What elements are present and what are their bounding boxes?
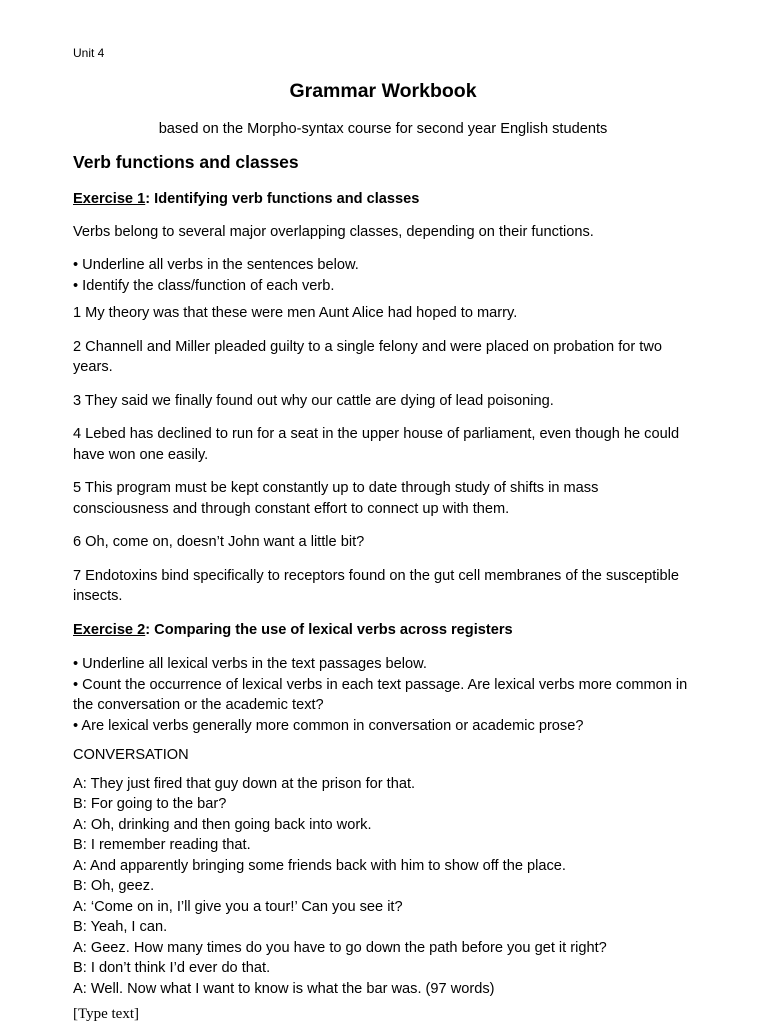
sentence-item: 2 Channell and Miller pleaded guilty to a single felony and were placed on probation for two years. xyxy=(73,338,662,375)
instruction-item: • Underline all lexical verbs in the text passages below. xyxy=(73,656,427,672)
dialogue-line: B: I don’t think I’d ever do that. xyxy=(73,960,271,976)
section-heading: Verb functions and classes xyxy=(73,152,299,172)
exercise-1-sentences xyxy=(73,303,693,607)
sentence-item: 5 This program must be kept constantly up to date through study of shifts in mass consciousness and through constant effort to connect up with them. xyxy=(73,480,599,517)
dialogue-line: A: Geez. How many times do you have to go down the path before you get it right? xyxy=(73,939,607,956)
exercise-1-instructions xyxy=(73,255,693,296)
exercise-1-label: Exercise 1 xyxy=(73,191,146,207)
unit-label: Unit 4 xyxy=(73,46,105,60)
exercise-2-instructions xyxy=(73,654,693,736)
dialogue-line: A: Oh, drinking and then going back into work. xyxy=(73,816,372,833)
footer-placeholder: [Type text] xyxy=(73,1006,140,1022)
dialogue-line: B: Yeah, I can. xyxy=(73,919,168,935)
conversation-transcript xyxy=(73,774,693,1000)
instruction-item: • Count the occurrence of lexical verbs in each text passage. Are lexical verbs more common in the conversation or the academic text? xyxy=(73,676,688,713)
dialogue-line: A: ‘Come on in, I’ll give you a tour!’ Can you see it? xyxy=(73,898,403,915)
exercise-2-title: : Comparing the use of lexical verbs across registers xyxy=(145,621,513,638)
instruction-item: • Identify the class/function of each verb. xyxy=(73,277,335,294)
instruction-item: • Underline all verbs in the sentences below. xyxy=(73,257,359,273)
exercise-2-label: Exercise 2 xyxy=(73,621,146,638)
dialogue-line: B: Oh, geez. xyxy=(73,878,155,894)
conversation-heading: CONVERSATION xyxy=(73,747,189,763)
dialogue-line: A: And apparently bringing some friends back with him to show off the place. xyxy=(73,857,566,874)
dialogue-line: A: Well. Now what I want to know is what the bar was. (97 words) xyxy=(73,980,495,997)
document-subtitle: based on the Morpho-syntax course for second year English students xyxy=(158,121,608,137)
instruction-item: • Are lexical verbs generally more common in conversation or academic prose? xyxy=(73,717,584,734)
exercise-1-intro: Verbs belong to several major overlapping classes, depending on their functions. xyxy=(73,223,594,240)
sentence-item: 4 Lebed has declined to run for a seat in the upper house of parliament, even though he could have won one easily. xyxy=(73,426,680,463)
exercise-2-heading xyxy=(73,620,693,641)
document-body xyxy=(73,189,693,999)
sentence-item: 1 My theory was that these were men Aunt Alice had hoped to marry. xyxy=(73,305,518,321)
dialogue-line: B: I remember reading that. xyxy=(73,837,251,853)
sentence-item: 6 Oh, come on, doesn’t John want a little bit? xyxy=(73,534,365,550)
dialogue-line: B: For going to the bar? xyxy=(73,796,227,812)
exercise-1-heading xyxy=(73,189,693,210)
sentence-item: 7 Endotoxins bind specifically to receptors found on the gut cell membranes of the susceptible insects. xyxy=(73,567,679,604)
dialogue-line: A: They just fired that guy down at the prison for that. xyxy=(73,775,416,792)
document-title: Grammar Workbook xyxy=(289,80,477,102)
exercise-1-title: : Identifying verb functions and classes xyxy=(145,191,420,207)
sentence-item: 3 They said we finally found out why our cattle are dying of lead poisoning. xyxy=(73,392,554,409)
